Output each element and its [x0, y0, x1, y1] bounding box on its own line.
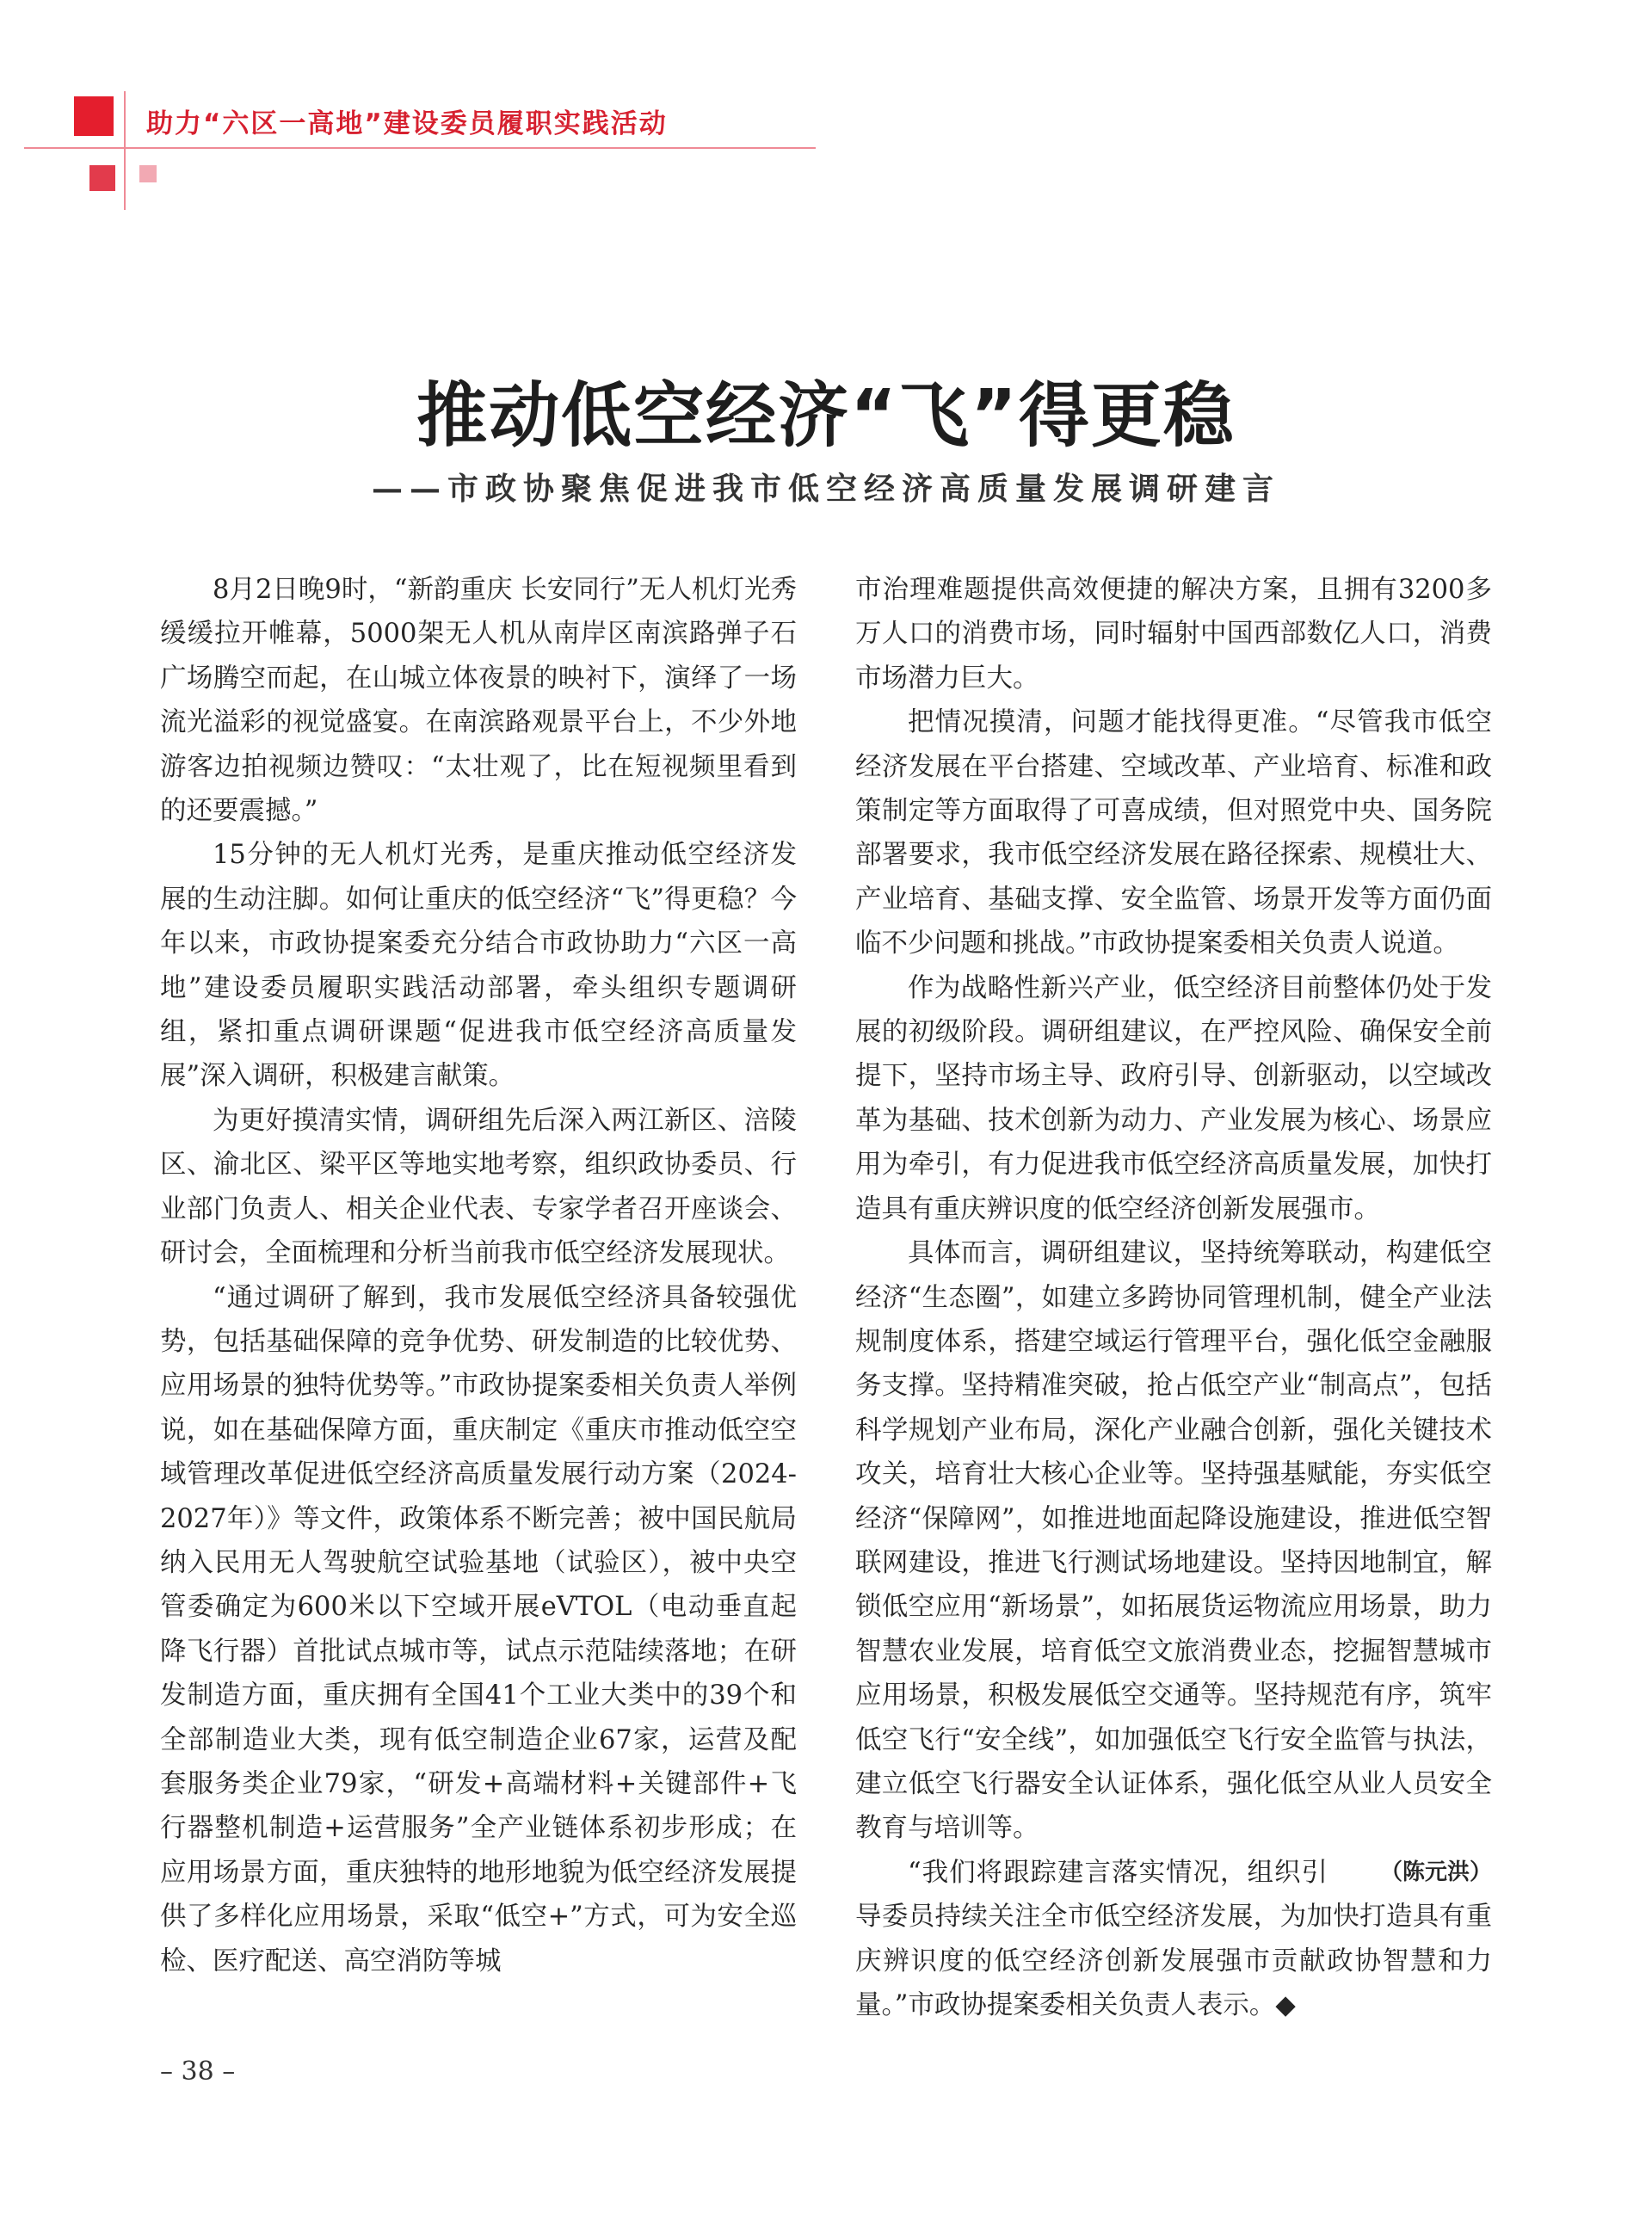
paragraph: 作为战略性新兴产业，低空经济目前整体仍处于发展的初级阶段。调研组建议，在严控风险、确保安全前提下，坚持市场主导、政府引导、创新驱动，以空域改革为基础、技术创新为动力、产业发展为核心、场景应用为牵引，有力促进我市低空经济高质量发展，加快打造具有重庆辨识度的低空经济创新发展强市。 — [855, 972, 1492, 1224]
closing-paragraph — [855, 1851, 1492, 2028]
paragraph: “通过调研了解到，我市发展低空经济具备较强优势，包括基础保障的竞争优势、研发制造的比较优势、应用场景的独特优势等。”市政协提案委相关负责人举例说，如在基础保障方面，重庆制定《重庆市推动低空空域管理改革促进低空经济高质量发展行动方案（2024-2027年）》等文件，政策体系不断完善；被中国民航局纳入民用无人驾驶航空试验基地（试验区），被中央空管委确定为600米以下空域开展eVTOL（电动垂直起降飞行器）首批试点城市等，试点示范陆续落地；在研发制造方面，重庆拥有全国41个工业大类中的39个和全部制造业大类，现有低空制造企业67家，运营及配套服务类企业79家，“研发+高端材料+关键部件+飞行器整机制造+运营服务”全产业链体系初步形成；在应用场景方面，重庆独特的地形地貌为低空经济发展提供了多样化应用场景，采取“低空+”方式，可为安全巡检、医疗配送、高空消防等城 — [160, 1282, 797, 1976]
paragraph-continued: 市治理难题提供高效便捷的解决方案，且拥有3200多万人口的消费市场，同时辐射中国西部数亿人口，消费市场潜力巨大。 — [855, 575, 1492, 694]
header-red-square — [74, 96, 114, 136]
article-subtitle: ——市政协聚焦促进我市低空经济高质量发展调研建言 — [371, 471, 1280, 507]
paragraph: 15分钟的无人机灯光秀，是重庆推动低空经济发展的生动注脚。如何让重庆的低空经济“飞”得更稳？今年以来，市政协提案委充分结合市政协助力“六区一高地”建设委员履职实践活动部署，牵头组织专题调研组，紧扣重点调研课题“促进我市低空经济高质量发展”深入调研，积极建言献策。 — [160, 840, 797, 1092]
header-divider-vertical — [124, 91, 126, 210]
page-number: – 38 – — [160, 2056, 236, 2087]
paragraph: 为更好摸清实情，调研组先后深入两江新区、涪陵区、渝北区、梁平区等地实地考察，组织政协委员、行业部门负责人、相关企业代表、专家学者召开座谈会、研讨会，全面梳理和分析当前我市低空经济发展现状。 — [160, 1105, 797, 1269]
right-column — [855, 568, 1492, 2027]
left-column — [160, 568, 797, 1983]
author-credit: （陈元洪） — [1379, 1859, 1492, 1885]
header-divider-horizontal — [24, 147, 816, 149]
closing-paragraph-text: “我们将跟踪建言落实情况，组织引导委员持续关注全市低空经济发展，为加快打造具有重庆辨识度的低空经济创新发展强市贡献政协智慧和力量。”市政协提案委相关负责人表示。◆ — [855, 1857, 1492, 2020]
paragraph: 把情况摸清，问题才能找得更准。“尽管我市低空经济发展在平台搭建、空域改革、产业培育、标准和政策制定等方面取得了可喜成绩，但对照党中央、国务院部署要求，我市低空经济发展在路径探索、规模壮大、产业培育、基础支撑、安全监管、场景开发等方面仍面临不少问题和挑战。”市政协提案委相关负责人说道。 — [855, 707, 1492, 959]
paragraph: 具体而言，调研组建议，坚持统筹联动，构建低空经济“生态圈”，如建立多跨协同管理机制，健全产业法规制度体系，搭建空域运行管理平台，强化低空金融服务支撑。坚持精准突破，抢占低空产业“制高点”，包括科学规划产业布局，深化产业融合创新，强化关键技术攻关，培育壮大核心企业等。坚持强基赋能，夯实低空经济“保障网”，如推进地面起降设施建设，推进低空智联网建设，推进飞行测试场地建设。坚持因地制宜，解锁低空应用“新场景”，如拓展货运物流应用场景，助力智慧农业发展，培育低空文旅消费业态，挖掘智慧城市应用场景，积极发展低空交通等。坚持规范有序，筑牢低空飞行“安全线”，如加强低空飞行安全监管与执法，建立低空飞行器安全认证体系，强化低空从业人员安全教育与培训等。 — [855, 1238, 1492, 1844]
header-small-red-square — [89, 165, 115, 191]
header-small-pink-square — [139, 165, 157, 182]
paragraph: 8月2日晚9时，“新韵重庆 长安同行”无人机灯光秀缓缓拉开帷幕，5000架无人机从南岸区南滨路弹子石广场腾空而起，在山城立体夜景的映衬下，演绎了一场流光溢彩的视觉盛宴。在南滨路观景平台上，不少外地游客边拍视频边赞叹：“太壮观了，比在短视频里看到的还要震撼。” — [160, 575, 797, 827]
article-title: 推动低空经济“飞”得更稳 — [416, 375, 1236, 457]
section-title: 助力“六区一高地”建设委员履职实践活动 — [146, 108, 668, 139]
